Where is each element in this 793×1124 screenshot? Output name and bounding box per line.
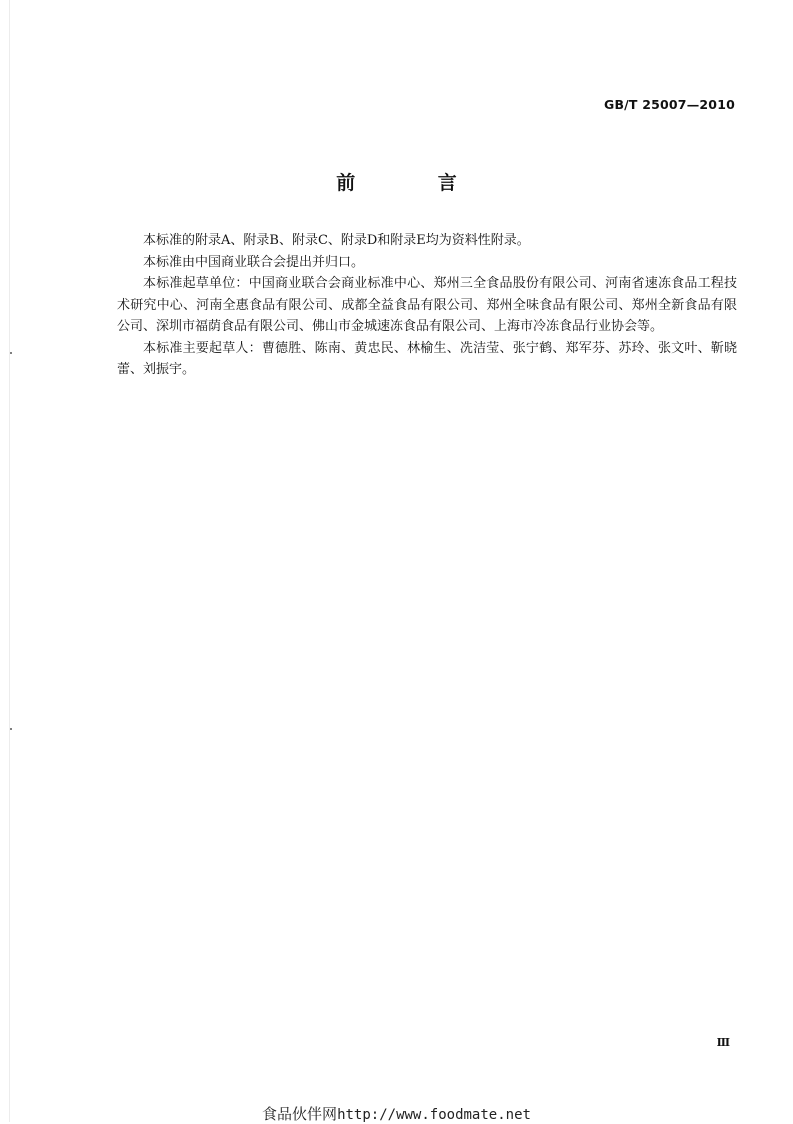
paragraph-drafters: 本标准主要起草人：曹德胜、陈南、黄忠民、林榆生、冼洁莹、张宁鹤、郑军芬、苏玲、张文叶、靳晓蕾、刘振宇。 [117, 340, 737, 377]
foreword-body [117, 230, 737, 381]
watermark-text: 食品伙伴网 [262, 1105, 338, 1123]
paragraph-drafting-units: 本标准起草单位：中国商业联合会商业标准中心、郑州三全食品股份有限公司、河南省速冻食品工程技术研究中心、河南全惠食品有限公司、成都全益食品有限公司、郑州全味食品有限公司、郑州全新食品有限公司、深圳市福荫食品有限公司、佛山市金城速冻食品有限公司、上海市冷冻食品行业协会等。 [117, 276, 737, 334]
scan-speck [10, 352, 12, 354]
page-title: 前 言 [336, 172, 495, 194]
page-number: Ⅲ [716, 1036, 729, 1049]
standard-code: GB/T 25007—2010 [603, 97, 735, 112]
paragraph-appendices: 本标准的附录A、附录B、附录C、附录D和附录E均为资料性附录。 [143, 233, 530, 248]
watermark-link[interactable]: http://www.foodmate.net [337, 1107, 531, 1123]
scan-speck [10, 728, 12, 730]
watermark [0, 1103, 793, 1124]
paragraph-proposer: 本标准由中国商业联合会提出并归口。 [143, 254, 365, 270]
